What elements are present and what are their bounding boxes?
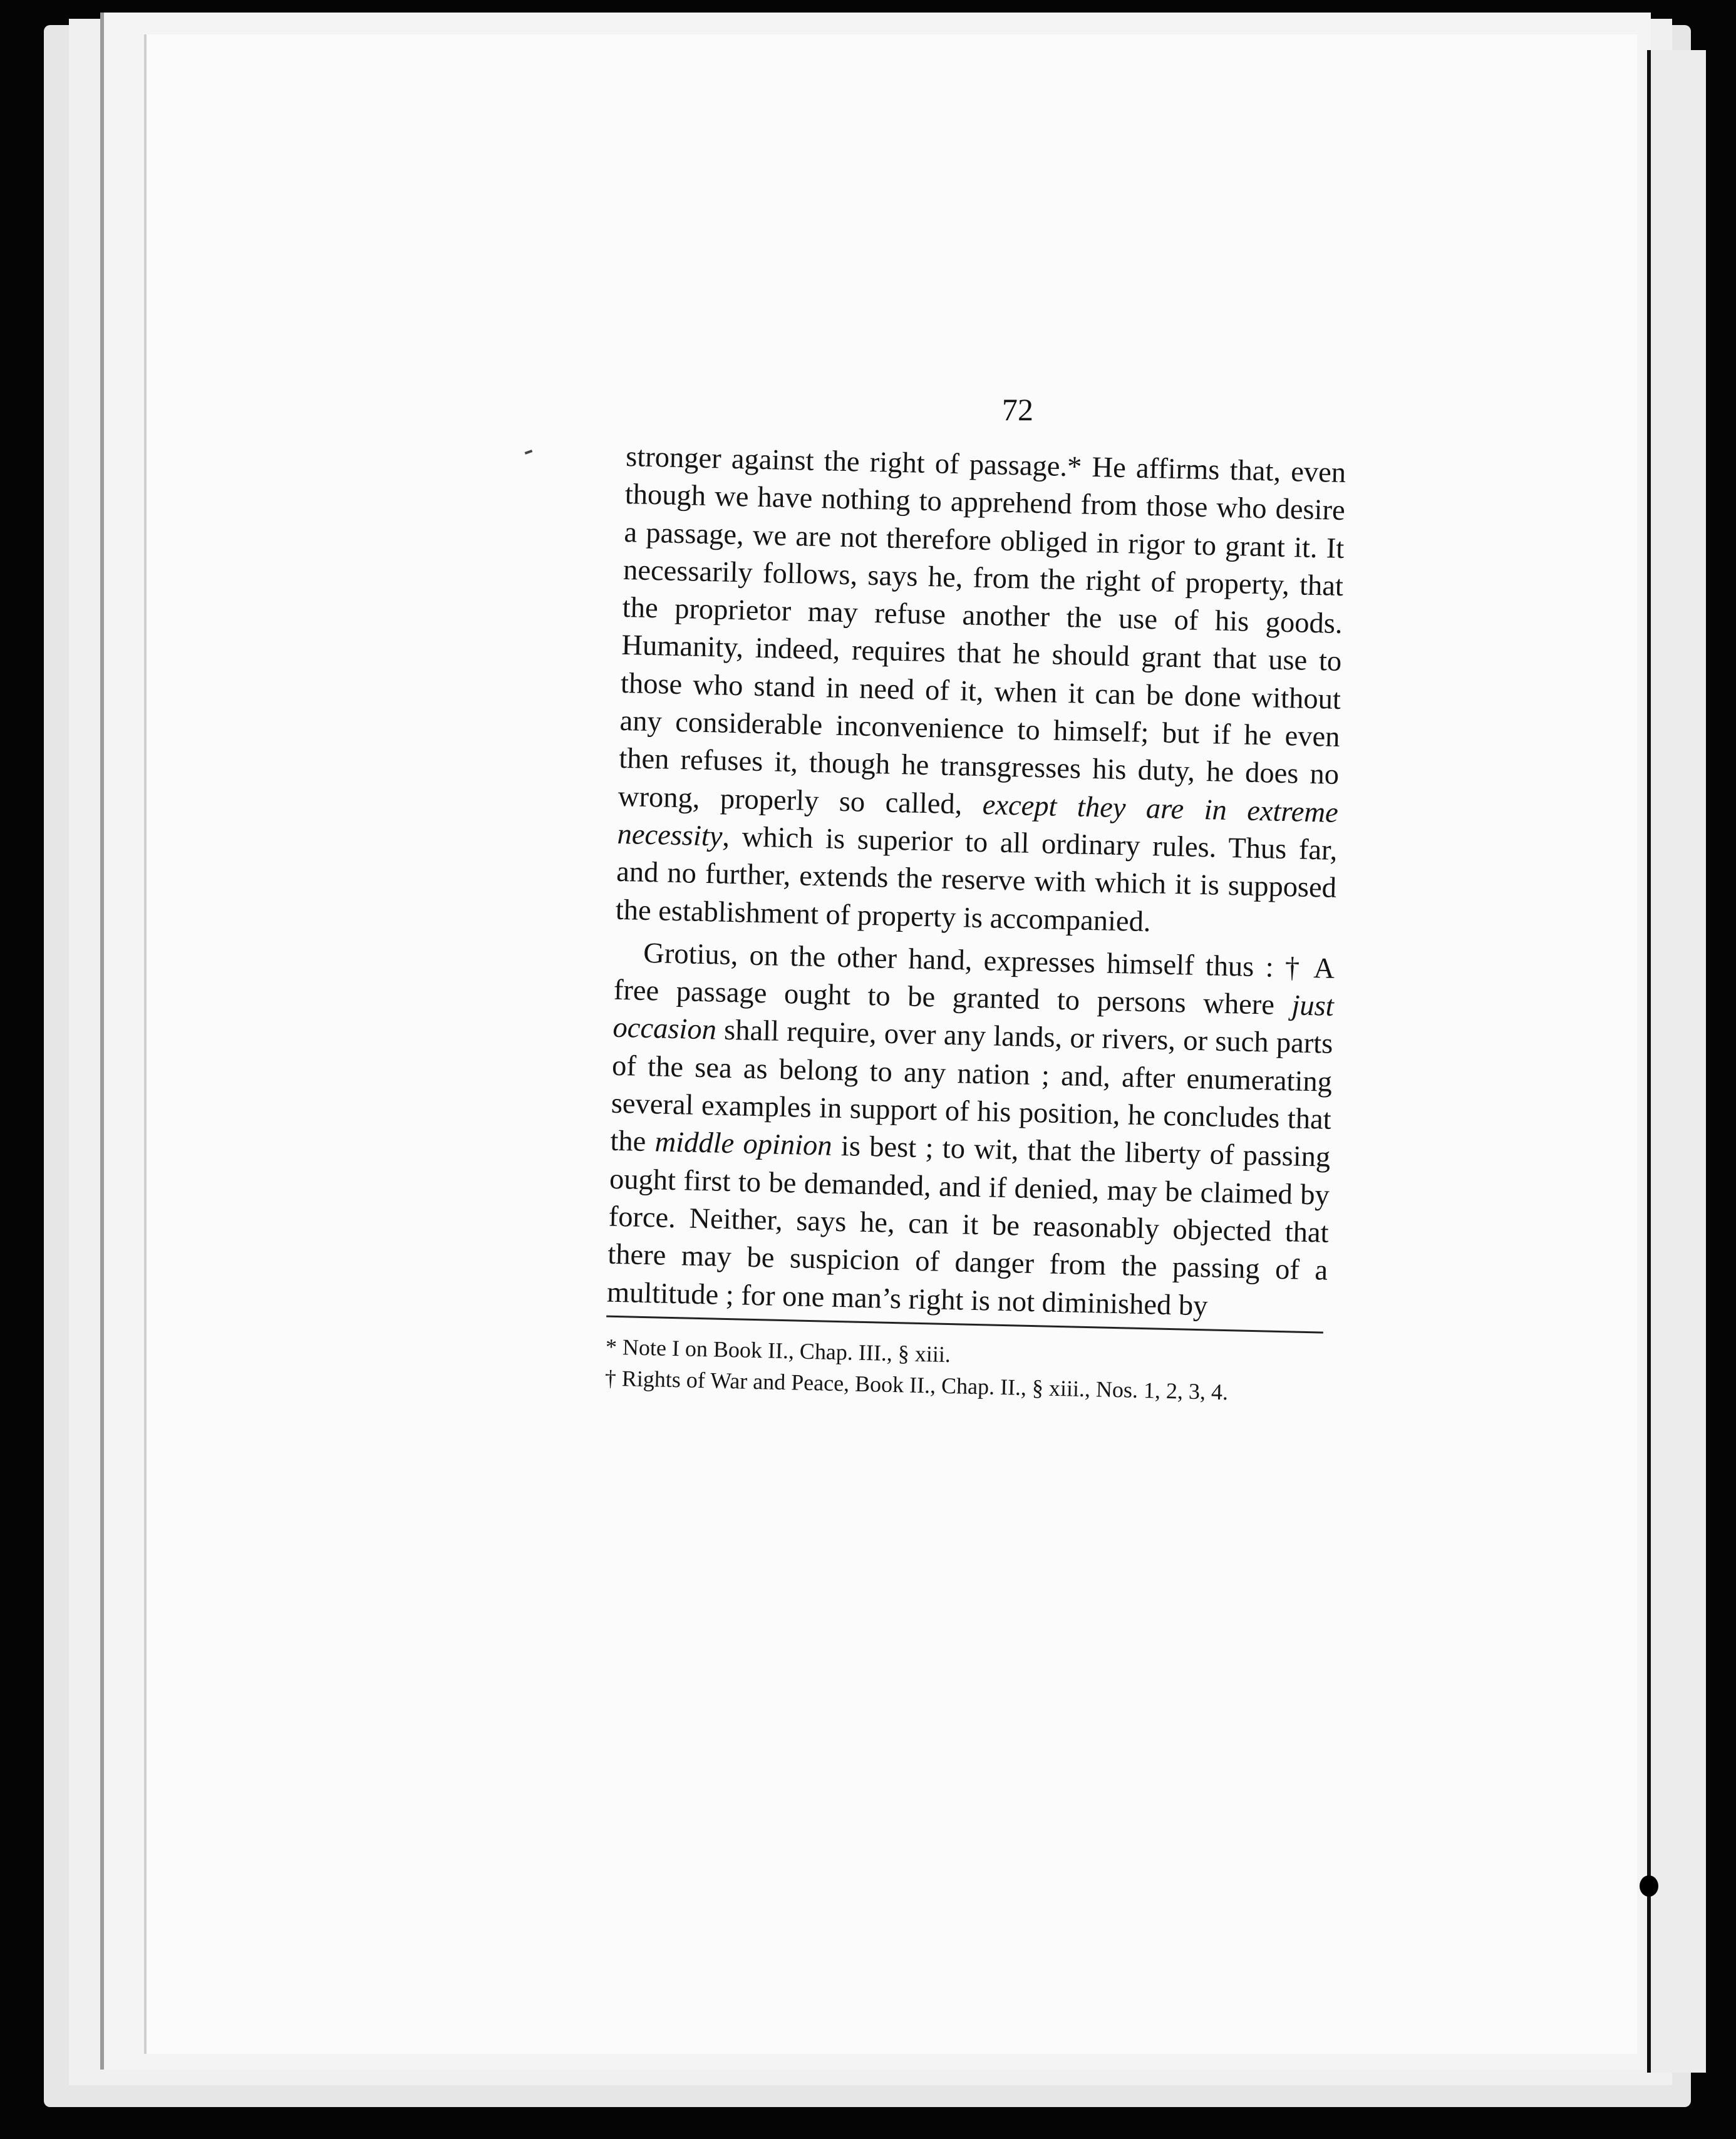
italic-text-run: except they are in extreme necessity (617, 788, 1339, 853)
text-run: , which is superior to all ordinary rules. Thus far, and no further, extends the reserve with which it is supposed the establishment of property is accompanied. (615, 820, 1338, 938)
page-number: 72 (1002, 392, 1033, 427)
page-body (604, 438, 1346, 1410)
paragraph-1 (615, 438, 1346, 946)
text-run: is best ; to wit, that the liberty of passing ought first to be demanded, and if denied, may be claimed by force. Neither, says he, can it be reasonably objected that there may be suspicion of danger from the passing of a multitude ; for one man’s right is not diminished by (606, 1130, 1331, 1322)
footnote-2: † Rights of War and Peace, Book II., Chap. II., § xiii., Nos. 1, 2, 3, 4. (604, 1365, 1229, 1405)
italic-text-run: middle opinion (654, 1126, 833, 1163)
text-run: Grotius, on the other hand, expresses himself thus : † A free passage ought to be granted to persons where (613, 937, 1335, 1022)
footnote-1: * Note I on Book II., Chap. III., § xiii. (605, 1334, 951, 1367)
text-run: shall require, over any lands, or rivers, or such parts of the sea as belong to any nation ; and, after enumerating several examples in support of his position, he concludes that the (609, 1014, 1333, 1158)
facing-page-edge (1647, 50, 1706, 2073)
italic-text-run: just occasion (612, 989, 1335, 1046)
binding-mark (1640, 1875, 1658, 1897)
text-run: stronger against the right of passage.* He affirms that, even though we have nothing to apprehend from those who desire a passage, we are not therefore obliged in rigor to grant it. It necessarily follows, says he, from the right of property, that the proprietor may refuse another the use of his goods. Humanity, indeed, requires that he should grant that use to those who stand in need of it, when it can be done without any considerable inconvenience to himself; but if he even then refuses it, though he transgresses his duty, he does no wrong, properly so called, (617, 440, 1346, 821)
paragraph-2 (606, 934, 1335, 1328)
